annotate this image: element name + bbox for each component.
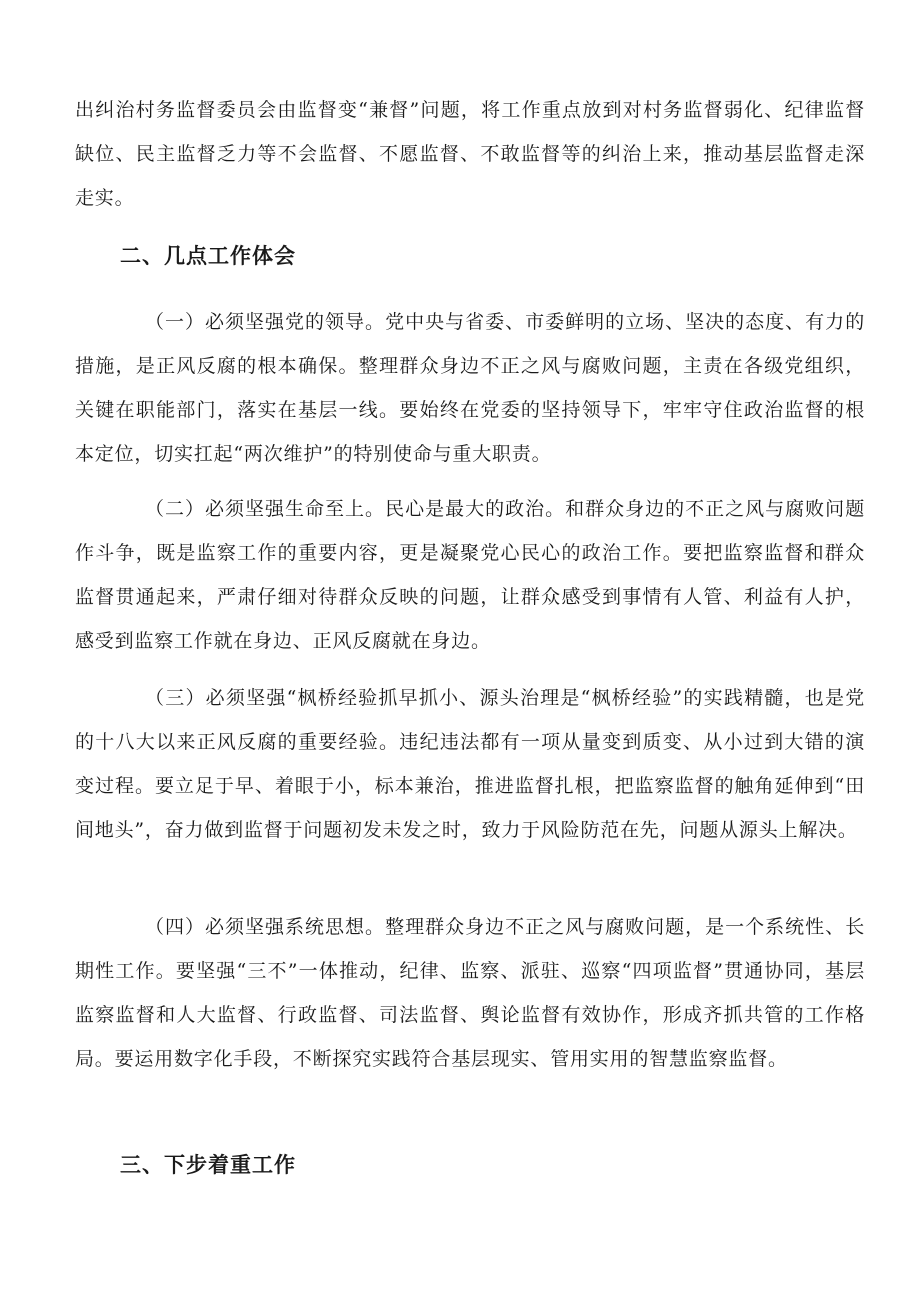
section-heading-2: 二、几点工作体会: [120, 243, 296, 268]
work-point-3: （三）必须坚强“枫桥经验抓早抓小、源头治理是“枫桥经验”的实践精髓，也是党的十八大以来正风反腐的重要经验。违纪违法都有一项从量变到质变、从小过到大错的演变过程。要立足于早、着眼于小，标本兼治，推进监督扎根，把监察监督的触角延伸到“田间地头”，奋力做到监督于问题初发未发之时，致力于风险防范在先，问题从源头上解决。: [75, 687, 865, 841]
section-heading-3: 三、下步着重工作: [120, 1152, 296, 1177]
work-point-2: （二）必须坚强生命至上。民心是最大的政治。和群众身边的不正之风与腐败问题作斗争，既是监察工作的重要内容，更是凝聚党心民心的政治工作。要把监察监督和群众监督贯通起来，严肃仔细对待群众反映的问题，让群众感受到事情有人管、利益有人护，感受到监察工作就在身边、正风反腐就在身边。: [75, 498, 865, 652]
work-point-1: （一）必须坚强党的领导。党中央与省委、市委鲜明的立场、坚决的态度、有力的措施，是正风反腐的根本确保。整理群众身边不正之风与腐败问题，主责在各级党组织，关键在职能部门，落实在基层一线。要始终在党委的坚持领导下，牢牢守住政治监督的根本定位，切实扛起“两次维护”的特别使命与重大职责。: [75, 311, 865, 465]
work-point-4: （四）必须坚强系统思想。整理群众身边不正之风与腐败问题，是一个系统性、长期性工作。要坚强“三不”一体推动，纪律、监察、派驻、巡察“四项监督”贯通协同，基层监察监督和人大监督、行政监督、司法监督、舆论监督有效协作，形成齐抓共管的工作格局。要运用数字化手段，不断探究实践符合基层现实、管用实用的智慧监察监督。: [75, 916, 865, 1070]
intro-paragraph: 出纠治村务监督委员会由监督变“兼督”问题，将工作重点放到对村务监督弱化、纪律监督缺位、民主监督乏力等不会监督、不愿监督、不敢监督等的纠治上来，推动基层监督走深走实。: [75, 99, 865, 209]
